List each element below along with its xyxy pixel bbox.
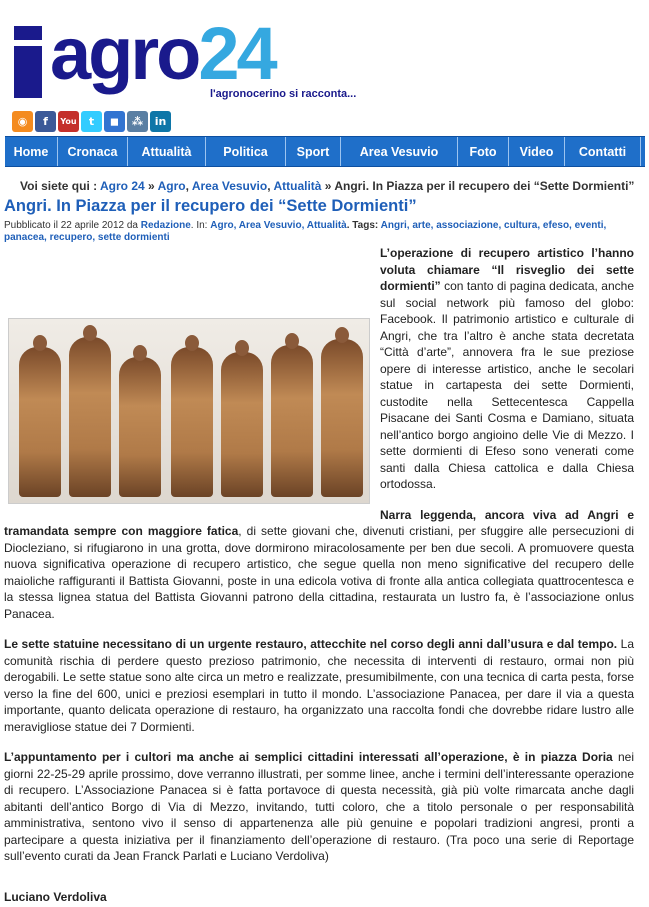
- youtube-icon[interactable]: You: [58, 111, 79, 132]
- meta-in-label: . In:: [190, 220, 211, 231]
- breadcrumb-link-agro24[interactable]: Agro 24: [100, 179, 145, 193]
- paragraph-2-lead: Narra leggenda, ancora viva ad Angri e tramandata sempre con maggiore fatica: [4, 507, 634, 538]
- paragraph-1-text: con tanto di pagina dedicata, anche sul social network più famoso del globo: Facebook. Il patrimonio artistico e culturale di Angri, che tra l’altro è anche stata decretata “Città d’arte”, annovera fra le sue preziose opere di interesse artistico, anche le secolari statue in cartapesta dei sette Dormienti, custodite nella Settecentesca Cappella Pisacane dei Santi Cosma e Damiano, situata nell’antico borgo angioino delle Vie di Mezzo. I sette dormienti di Efeso sono venerati come santi dalla Chiesa cattolica e dalla Chiesa ortodossa.: [380, 279, 634, 491]
- article-body: [4, 245, 634, 879]
- breadcrumb-link-attualita[interactable]: Attualità: [273, 179, 322, 193]
- nav-item-attualit-[interactable]: Attualità: [128, 137, 206, 166]
- meta-author-link[interactable]: Redazione: [140, 220, 191, 231]
- nav-item-politica[interactable]: Politica: [206, 137, 286, 166]
- breadcrumb: Voi siete qui : Agro 24 » Agro, Area Vesuvio, Attualità » Angri. In Piazza per il recupero dei “Sette Dormienti”: [20, 179, 635, 193]
- main-nav: [5, 136, 645, 167]
- statue-head: [185, 335, 199, 351]
- statue-figure: [19, 347, 61, 497]
- breadcrumb-link-area-vesuvio[interactable]: Area Vesuvio: [191, 179, 268, 193]
- breadcrumb-link-agro[interactable]: Agro: [157, 179, 186, 193]
- article-meta: [4, 220, 644, 244]
- site-tagline: l'agronocerino si racconta...: [210, 88, 357, 100]
- breadcrumb-current: Angri. In Piazza per il recupero dei “Sette Dormienti”: [334, 179, 635, 193]
- site-logo[interactable]: [10, 12, 357, 102]
- statue-figure: [221, 352, 263, 497]
- statue-head: [235, 340, 249, 356]
- linkedin-icon[interactable]: in: [150, 111, 171, 132]
- nav-item-foto[interactable]: Foto: [458, 137, 509, 166]
- meta-tags-label: . Tags:: [346, 220, 381, 231]
- statue-head: [33, 335, 47, 351]
- paragraph-4-text: nei giorni 22-25-29 aprile prossimo, dove verranno illustrati, per somme linee, anche i termini dell’interessante operazione di recupero. L’Associazione Panacea si è fatta portavoce di questa necessità, già più volte rimarcata anche dagli abitanti dell’antico Borgo di Via di Mezzo, invitando, tutti coloro, che a titolo personale o per responsabilità amministrativa, sentono vivo il senso di appartenenza alle più genuine e popolari tradizioni angresi, pronti a partecipare a questa iniziativa per il finanziamento dell’operazione di restauro. (Tra poco una serie di Reportage sull’evento curati da Jean Franck Parlati e Luciano Verdoliva): [4, 750, 634, 863]
- statue-figure: [321, 339, 363, 497]
- statue-figure: [271, 345, 313, 497]
- statue-figure: [69, 337, 111, 497]
- statue-figure: [171, 347, 213, 497]
- statue-figure: [119, 357, 161, 497]
- nav-item-cronaca[interactable]: Cronaca: [58, 137, 128, 166]
- statue-head: [335, 327, 349, 343]
- logo-wordmark: agro24: [50, 12, 275, 95]
- article-author: Luciano Verdoliva: [4, 890, 107, 904]
- social-icons: [12, 111, 171, 132]
- delicious-icon[interactable]: ◼: [104, 111, 125, 132]
- logo-mark: [14, 26, 42, 98]
- meta-published: Pubblicato il 22 aprile 2012 da: [4, 220, 141, 231]
- twitter-icon[interactable]: t: [81, 111, 102, 132]
- statue-head: [133, 345, 147, 361]
- paragraph-4: [4, 749, 634, 865]
- nav-item-sport[interactable]: Sport: [286, 137, 341, 166]
- article-title[interactable]: Angri. In Piazza per il recupero dei “Sette Dormienti”: [4, 197, 417, 215]
- paragraph-2-text: , di sette giovani che, divenuti cristiani, per sfuggire alle persecuzioni di Diocleziano, si rifugiarono in una grotta, dove dormirono miracolosamente per ben due secoli. A promuovere questa nuova significativa operazione di recupero artistico, che segue quella non meno significative del recupero delle maioliche raffiguranti il Battista Giovanni, poste in una edicola votiva di fronte alla antica collegiata quattrocentesca e la stessa lignea statua del Battista Giovanni patrono della cittadina, restaurata un lustro fa, è l’associazione onlus Panacea.: [4, 524, 634, 621]
- paragraph-3: [4, 636, 634, 735]
- paragraph-3-lead: Le sette statuine necessitano di un urgente restauro, attecchite nel corso degli anni dall’usura e dal tempo.: [4, 637, 618, 651]
- nav-item-area-vesuvio[interactable]: Area Vesuvio: [341, 137, 458, 166]
- paragraph-2: [4, 507, 634, 623]
- nav-item-contatti[interactable]: Contatti: [565, 137, 641, 166]
- statue-head: [83, 325, 97, 341]
- rss-icon[interactable]: ◉: [12, 111, 33, 132]
- paragraph-1: [4, 245, 634, 493]
- statue-head: [285, 333, 299, 349]
- myspace-icon[interactable]: ⁂: [127, 111, 148, 132]
- meta-categories[interactable]: Agro, Area Vesuvio, Attualità: [210, 220, 347, 231]
- paragraph-3-text: La comunità rischia di perdere questo prezioso patrimonio, che necessita di interventi di restauro, ormai non più derogabili. Le sette statue sono alte circa un metro e realizzate, presumibilmente, con una tecnica di carta pesta, forse verso la fine del 600, unici e preziosi esemplari in tutto il mondo. L’associazione Panacea, per dare il via a questa importante, quanto delicata operazione di restauro, ha organizzato una raccolta fondi che dovrebbe ridare lustro alle meravigliose statue dei 7 Dormienti.: [4, 637, 634, 734]
- meta-tags[interactable]: Angri, arte, associazione, cultura, efeso, eventi, panacea, recupero, sette dormienti: [4, 220, 607, 243]
- breadcrumb-prefix: Voi siete qui :: [20, 179, 101, 193]
- statues-photo: [8, 318, 370, 504]
- paragraph-1-lead: L’operazione di recupero artistico l’hanno voluta chiamare “Il risveglio dei sette dormienti”: [380, 246, 634, 293]
- paragraph-4-lead: L’appuntamento per i cultori ma anche ai semplici cittadini interessati all’operazione, è in piazza Doria: [4, 750, 613, 764]
- facebook-icon[interactable]: f: [35, 111, 56, 132]
- nav-item-home[interactable]: Home: [5, 137, 58, 166]
- nav-item-video[interactable]: Video: [509, 137, 565, 166]
